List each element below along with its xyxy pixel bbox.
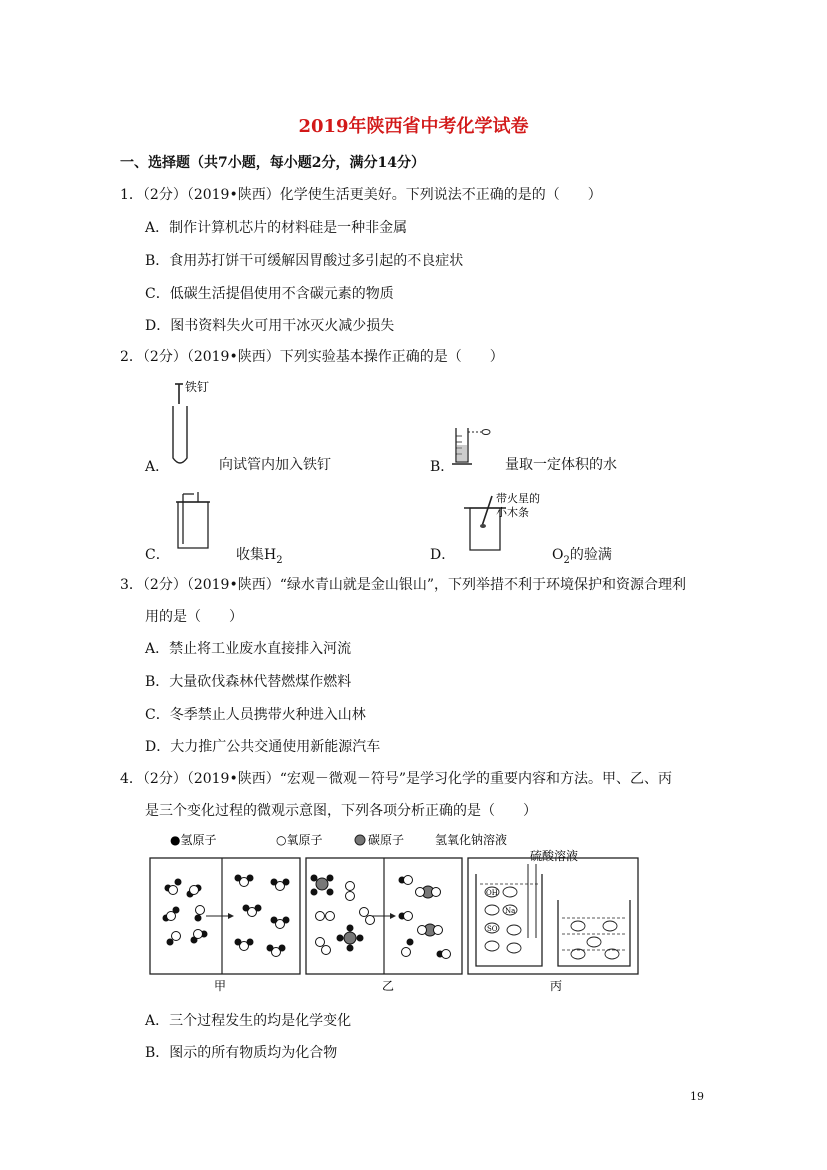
page-title: 2019年陕西省中考化学试卷 xyxy=(298,116,529,137)
gas-collection-figure xyxy=(168,490,218,556)
q3-option-c: C．冬季禁止人员携带火种进入山林 xyxy=(145,707,366,723)
q2-option-a-letter: A． xyxy=(145,459,170,475)
q3-option-b: B．大量砍伐森林代替燃煤作燃料 xyxy=(145,674,352,690)
q4-option-a: A．三个过程发生的均是化学变化 xyxy=(145,1013,352,1029)
q2-option-d-text: $O_2$的验满 xyxy=(552,547,612,566)
q2-option-c-text: 收集$H_2$ xyxy=(236,547,283,566)
q1-option-b: B．食用苏打饼干可缓解因胃酸过多引起的不良症状 xyxy=(145,253,464,269)
q3-option-d: D．大力推广公共交通使用新能源汽车 xyxy=(145,739,381,755)
q2-option-d-letter: D． xyxy=(430,547,456,563)
question-2-stem: 2．（2分）（2019•陕西）下列实验基本操作正确的是（ ） xyxy=(120,349,504,365)
legend-hydrogen: ●氢原子 xyxy=(170,833,217,847)
ion-na-label: Na xyxy=(505,907,516,915)
q1-option-a: A．制作计算机芯片的材料硅是一种非金属 xyxy=(145,220,408,236)
q2-option-b-letter: B． xyxy=(430,459,455,475)
splint-label-2: 小木条 xyxy=(496,506,529,519)
q1-option-c: C．低碳生活提倡使用不含碳元素的物质 xyxy=(145,286,394,302)
q2-option-a-text: 向试管内加入铁钉 xyxy=(219,457,331,473)
panel-yi-label: 乙 xyxy=(382,979,395,993)
q4-option-b: B．图示的所有物质均为化合物 xyxy=(145,1045,338,1061)
graduated-cylinder-figure xyxy=(448,424,508,470)
question-4-stem-line1: 4．（2分）（2019•陕西）“宏观－微观－符号”是学习化学的重要内容和方法。甲、乙、丙 xyxy=(120,771,673,787)
test-tube-nail-figure xyxy=(165,378,225,470)
h2so4-label: 硫酸溶液 xyxy=(530,849,579,863)
page-number: 19 xyxy=(690,1090,704,1103)
section-heading: 一、选择题（共7小题，每小题2分，满分14分） xyxy=(120,155,425,171)
q1-option-d: D．图书资料失火可用干冰灭火减少损失 xyxy=(145,318,395,334)
splint-label-1: 带火星的 xyxy=(496,492,540,505)
panel-bing-label: 丙 xyxy=(550,979,563,993)
question-4-stem-line2: 是三个变化过程的微观示意图，下列各项分析正确的是（ ） xyxy=(145,803,537,819)
ion-oh-label: OH xyxy=(486,889,498,897)
q3-option-a: A．禁止将工业废水直接排入河流 xyxy=(145,641,352,657)
panel-jia-label: 甲 xyxy=(214,979,227,993)
q2-option-c-letter: C． xyxy=(145,547,170,563)
ion-so4-label: SO xyxy=(487,925,498,933)
question-3-stem-line2: 用的是（ ） xyxy=(145,609,243,625)
q2-option-b-text: 量取一定体积的水 xyxy=(505,457,617,473)
naoh-label: 氢氧化钠溶液 xyxy=(435,833,508,847)
micro-process-diagram xyxy=(140,830,650,1000)
question-1-stem: 1．（2分）（2019•陕西）化学使生活更美好。下列说法不正确的是的（ ） xyxy=(120,187,602,203)
nail-label: 铁钉 xyxy=(185,380,210,394)
legend-carbon: 碳原子 xyxy=(368,833,405,847)
question-3-stem-line1: 3．（2分）（2019•陕西）“绿水青山就是金山银山”，下列举措不利于环境保护和资源合理利 xyxy=(120,577,687,593)
legend-oxygen: ○氧原子 xyxy=(276,833,323,847)
